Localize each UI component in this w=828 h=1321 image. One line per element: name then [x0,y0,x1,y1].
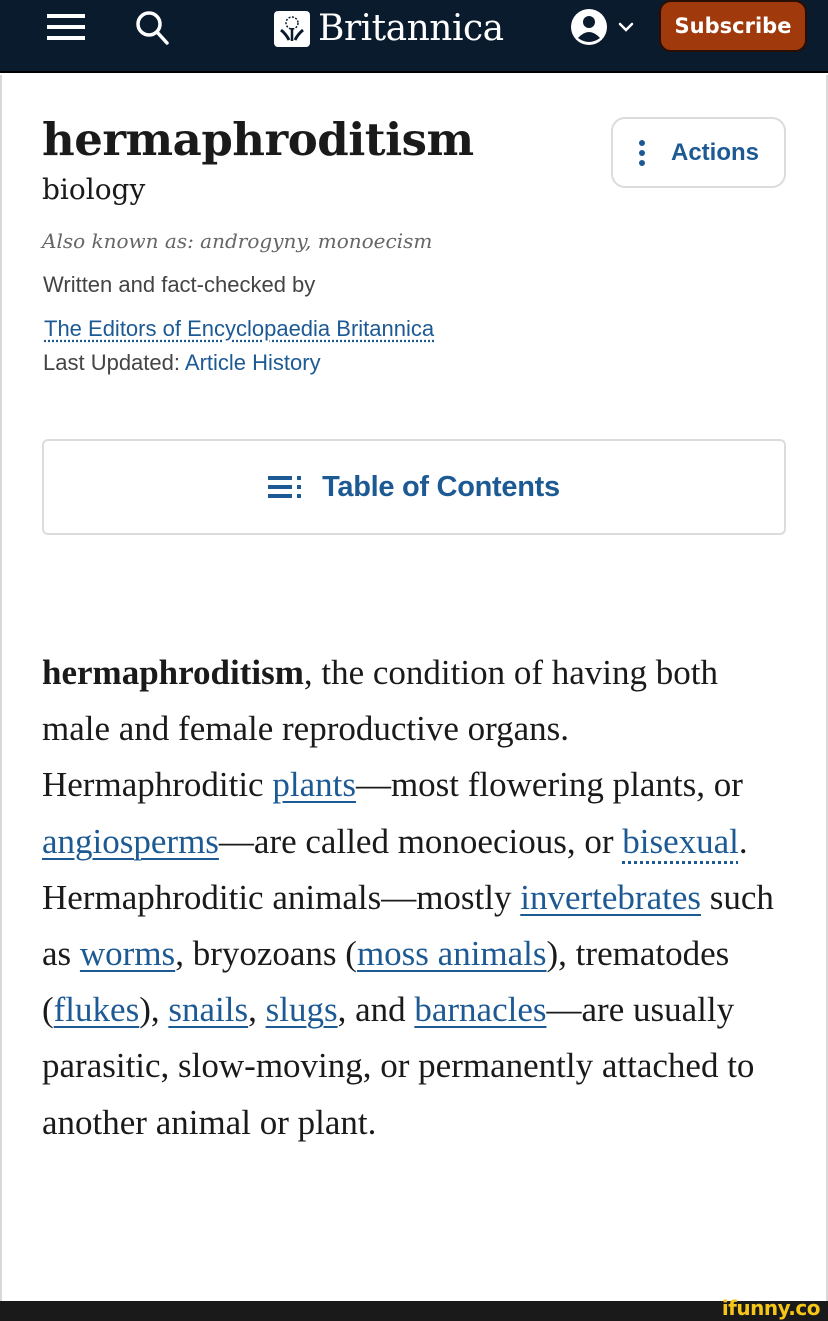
last-updated [43,350,321,376]
article-link-barnacles[interactable]: barnacles [414,990,547,1030]
subscribe-button[interactable]: Subscribe [659,0,807,52]
article-link-worms[interactable]: worms [79,934,176,974]
toc-label: Table of Contents [322,470,560,503]
article-text: . Hermaphroditic animals—mostly [42,821,748,917]
vertical-dots-icon [639,140,645,166]
also-known-as: Also known as: androgyny, monoecism [42,229,433,253]
thistle-logo-icon [274,11,310,47]
article-link-bisexual[interactable]: bisexual [622,821,739,861]
list-icon [268,475,304,499]
article-link-angiosperms[interactable]: angiosperms [42,821,219,861]
britannica-logo[interactable] [274,8,504,50]
article-link-flukes[interactable]: flukes [53,990,140,1030]
article-text: ), [139,990,169,1030]
article-text: such as [42,877,774,974]
article-link-moss-animals[interactable]: moss animals [356,934,547,974]
article-text: —are usually parasitic, slow-moving, or permanently attached to another animal or plant. [42,990,755,1142]
account-menu[interactable] [570,8,634,46]
search-icon[interactable] [133,8,173,48]
article-link-slugs[interactable]: slugs [265,990,338,1030]
ifunny-watermark: ifunny.co [721,1296,820,1320]
top-navigation-bar [0,0,828,73]
actions-label: Actions [671,138,760,166]
logo-text: Britannica [318,8,504,49]
article-text: , and [337,990,415,1030]
page-border-left [0,75,2,1301]
article-text: —most flowering plants, or [355,765,743,805]
article-text: —are called monoecious, or [218,821,623,861]
article-text: ), trematodes ( [42,934,730,1030]
footer-bar [0,1301,828,1321]
user-circle-icon [570,8,608,46]
article-link-invertebrates[interactable]: invertebrates [520,877,701,917]
page-title: hermaphroditism [42,113,474,166]
article-term: hermaphroditism [42,653,304,692]
article-text: , [248,990,266,1030]
article-history-link[interactable]: Article History [184,350,321,375]
page-subtitle: biology [42,173,146,206]
written-by-label: Written and fact-checked by [43,272,316,297]
article-text: , the condition of having both male and female reproductive organs. Hermaphroditic [42,653,718,805]
chevron-down-icon [618,21,634,33]
last-updated-label: Last Updated: [43,350,185,375]
article-text: , bryozoans ( [175,934,357,974]
article-body [42,645,792,1151]
table-of-contents-button[interactable] [42,439,786,535]
hamburger-menu-icon[interactable] [47,12,85,42]
article-link-snails[interactable]: snails [168,990,249,1030]
author-link[interactable]: The Editors of Encyclopaedia Britannica [44,316,435,341]
actions-button[interactable] [611,117,786,188]
article-link-plants[interactable]: plants [272,765,356,805]
